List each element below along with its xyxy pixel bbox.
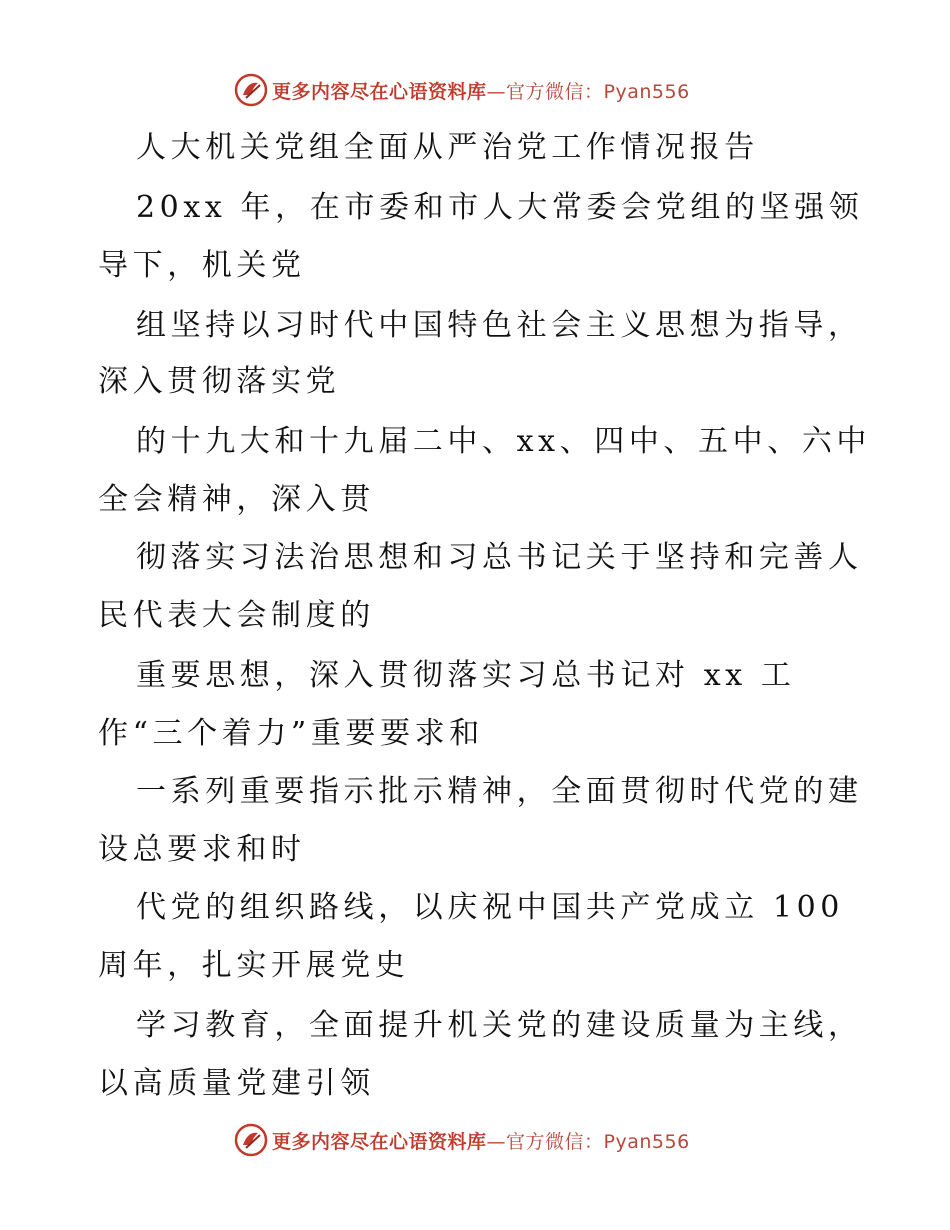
paragraph-line: 全会精神，深入贯 (98, 482, 375, 517)
paragraph-line: 以高质量党建引领 (98, 1066, 375, 1101)
watermark-logo-icon (234, 73, 268, 107)
paragraph-line: 民代表大会制度的 (98, 598, 375, 633)
watermark-footer (234, 1122, 690, 1158)
paragraph-line: 一系列重要指示批示精神，全面贯彻时代党的建 (136, 774, 863, 809)
paragraph-line: 代党的组织路线，以庆祝中国共产党成立 100 (136, 890, 844, 925)
paragraph-line: 设总要求和时 (98, 832, 306, 867)
paragraph-line: 导下，机关党 (98, 248, 306, 283)
watermark-separator: — (486, 80, 507, 103)
paragraph-line: 重要思想，深入贯彻落实习总书记对 xx 工 (136, 658, 796, 693)
paragraph-line: 作“三个着力”重要要求和 (98, 716, 484, 751)
watermark-site: 更多内容尽在心语资料库 (272, 1130, 487, 1153)
watermark-separator: — (486, 1130, 507, 1153)
document-title: 人大机关党组全面从严治党工作情况报告 (136, 130, 759, 165)
watermark-site: 更多内容尽在心语资料库 (272, 80, 487, 103)
watermark-header (234, 72, 690, 108)
paragraph-line: 深入贯彻落实党 (98, 364, 341, 399)
paragraph-line: 20xx 年，在市委和市人大常委会党组的坚强领 (136, 190, 864, 225)
paragraph-line: 的十九大和十九届二中、xx、四中、五中、六中 (136, 424, 872, 459)
watermark-wechat: 官方微信：Pyan556 (506, 1130, 690, 1153)
paragraph-line: 学习教育，全面提升机关党的建设质量为主线， (136, 1008, 863, 1043)
watermark-wechat: 官方微信：Pyan556 (506, 80, 690, 103)
paragraph-line: 周年，扎实开展党史 (98, 948, 410, 983)
watermark-text (272, 77, 690, 104)
paragraph-line: 彻落实习法治思想和习总书记关于坚持和完善人 (136, 540, 863, 575)
watermark-logo-icon (234, 1123, 268, 1157)
paragraph-line: 组坚持以习时代中国特色社会主义思想为指导， (136, 308, 863, 343)
watermark-text (272, 1127, 690, 1154)
